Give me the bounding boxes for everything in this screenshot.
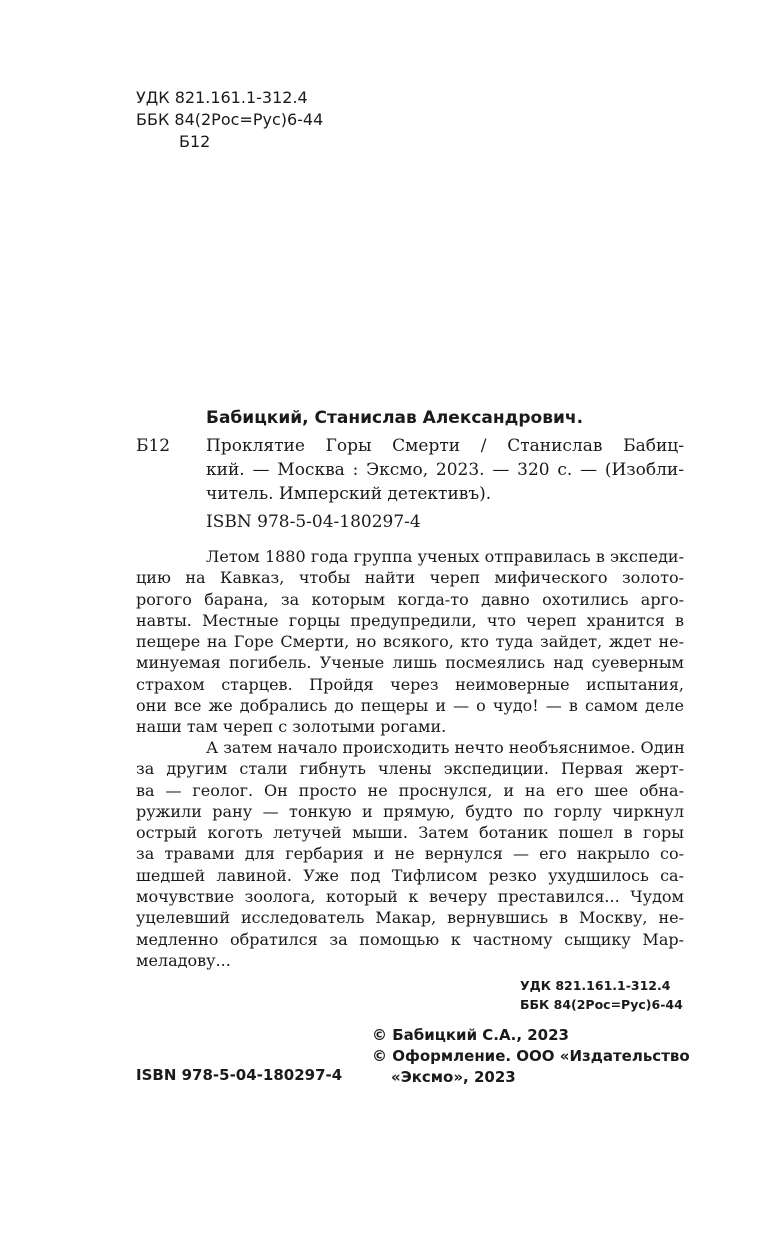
annotation-line: уцелевший исследователь Макар, вернувшись в Москву, не- (136, 908, 684, 928)
annotation-line: цию на Кавказ, чтобы найти череп мифического золото- (136, 568, 684, 588)
annotation-line: А затем начало происходить нечто необъяснимое. Один (206, 738, 685, 757)
bbk-code-bottom: ББК 84(2Рос=Рус)6-44 (520, 997, 683, 1012)
annotation-line: навты. Местные горцы предупредили, что череп хранится в (136, 610, 684, 630)
author-mark-top: Б12 (179, 132, 211, 151)
annotation-line: мочувствие зоолога, который к вечеру преставился... Чудом (136, 887, 684, 907)
copyright-publisher: «Эксмо», 2023 (391, 1068, 516, 1086)
annotation-line: рогого барана, за которым когда-то давно охотились арго- (136, 589, 684, 609)
copyright-author: © Бабицкий С.А., 2023 (372, 1026, 569, 1044)
description-line: Проклятие Горы Смерти / Станислав Бабиц- (206, 436, 684, 456)
description-line: читель. Имперский детективъ). (206, 484, 492, 504)
bibliographic-description (206, 434, 684, 506)
annotation-line: за травами для гербария и не вернулся — его накрыло со- (136, 844, 684, 864)
annotation-line: медленно обратился за помощью к частному сыщику Мар- (136, 929, 684, 949)
description-line: кий. — Москва : Эксмо, 2023. — 320 с. — (Изобли- (206, 460, 684, 480)
author-heading: Бабицкий, Станислав Александрович. (206, 408, 584, 428)
copyright-design: © Оформление. ООО «Издательство (372, 1047, 690, 1065)
annotation-paragraph-1 (136, 546, 684, 738)
annotation-line: ружили рану — тонкую и прямую, будто по горлу чиркнул (136, 801, 684, 821)
isbn-bottom: ISBN 978-5-04-180297-4 (136, 1066, 343, 1084)
author-mark: Б12 (136, 436, 171, 456)
annotation-line: пещере на Горе Смерти, но всякого, кто туда зайдет, ждет не- (136, 632, 684, 652)
annotation-paragraph-2 (136, 737, 684, 971)
udk-code-top: УДК 821.161.1-312.4 (136, 88, 308, 107)
isbn-record: ISBN 978-5-04-180297-4 (206, 512, 421, 532)
annotation-line: наши там череп с золотыми рогами. (136, 717, 447, 737)
udk-code-bottom: УДК 821.161.1-312.4 (520, 978, 671, 993)
annotation-line: Летом 1880 года группа ученых отправилась в экспеди- (206, 547, 684, 566)
annotation-line: шедшей лавиной. Уже под Тифлисом резко ухудшилось са- (136, 865, 684, 885)
annotation-line: острый коготь летучей мыши. Затем ботаник пошел в горы (136, 823, 684, 843)
annotation-line: они все же добрались до пещеры и — о чудо! — в самом деле (136, 696, 684, 716)
annotation-line: за другим стали гибнуть члены экспедиции. Первая жерт- (136, 759, 684, 779)
bbk-code-top: ББК 84(2Рос=Рус)6-44 (136, 110, 324, 129)
annotation-line: ва — геолог. Он просто не проснулся, и на его шее обна- (136, 780, 684, 800)
annotation-line: страхом старцев. Пройдя через неимоверные испытания, (136, 674, 684, 694)
annotation-line: минуемая погибель. Ученые лишь посмеялись над суеверным (136, 653, 684, 673)
annotation-line: меладову... (136, 950, 231, 970)
